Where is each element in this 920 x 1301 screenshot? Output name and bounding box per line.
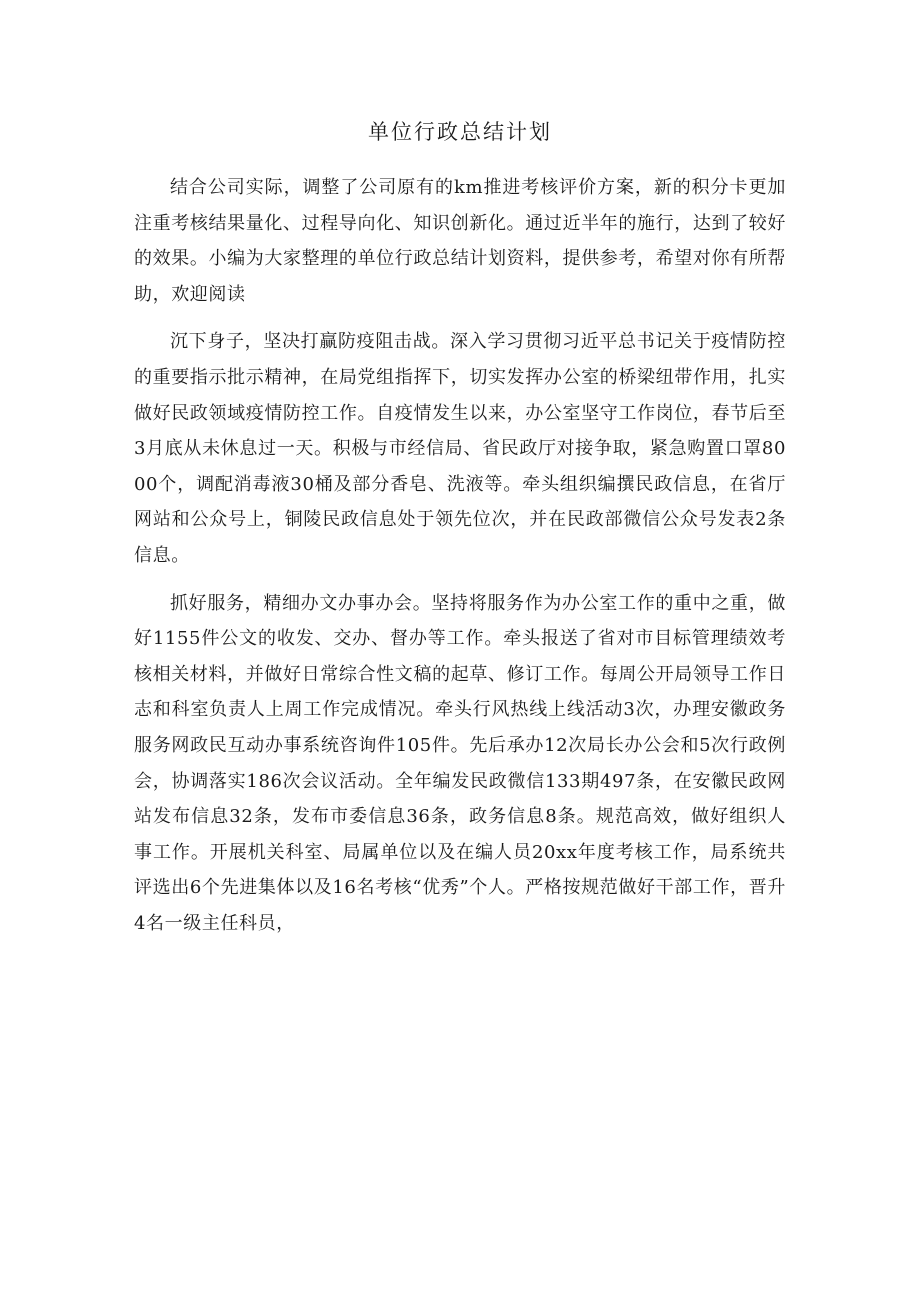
document-title: 单位行政总结计划 [368, 120, 552, 144]
paragraph-intro: 结合公司实际，调整了公司原有的km推进考核评价方案，新的积分卡更加注重考核结果量化、过程导向化、知识创新化。通过近半年的施行，达到了较好的效果。小编为大家整理的单位行政总结计划资料，提供参考，希望对你有所帮助，欢迎阅读 [134, 177, 786, 305]
paragraph-epidemic: 沉下身子，坚决打赢防疫阻击战。深入学习贯彻习近平总书记关于疫情防控的重要指示批示精神，在局党组指挥下，切实发挥办公室的桥梁纽带作用，扎实做好民政领域疫情防控工作。自疫情发生以来，办公室坚守工作岗位，春节后至3月底从未休息过一天。积极与市经信局、省民政厅对接争取，紧急购置口罩8000个，调配消毒液30桶及部分香皂、洗液等。牵头组织编撰民政信息，在省厅网站和公众号上，铜陵民政信息处于领先位次，并在民政部微信公众号发表2条信息。 [134, 331, 786, 566]
paragraph-service: 抓好服务，精细办文办事办会。坚持将服务作为办公室工作的重中之重，做好1155件公文的收发、交办、督办等工作。牵头报送了省对市目标管理绩效考核相关材料，并做好日常综合性文稿的起草、修订工作。每周公开局领导工作日志和科室负责人上周工作完成情况。牵头行风热线上线活动3次，办理安徽政务服务网政民互动办事系统咨询件105件。先后承办12次局长办公会和5次行政例会，协调落实186次会议活动。全年编发民政微信133期497条，在安徽民政网站发布信息32条，发布市委信息36条，政务信息8条。规范高效，做好组织人事工作。开展机关科室、局属单位以及在编人员20xx年度考核工作，局系统共评选出6个先进集体以及16名考核“优秀”个人。严格按规范做好干部工作，晋升4名一级主任科员， [134, 592, 786, 934]
